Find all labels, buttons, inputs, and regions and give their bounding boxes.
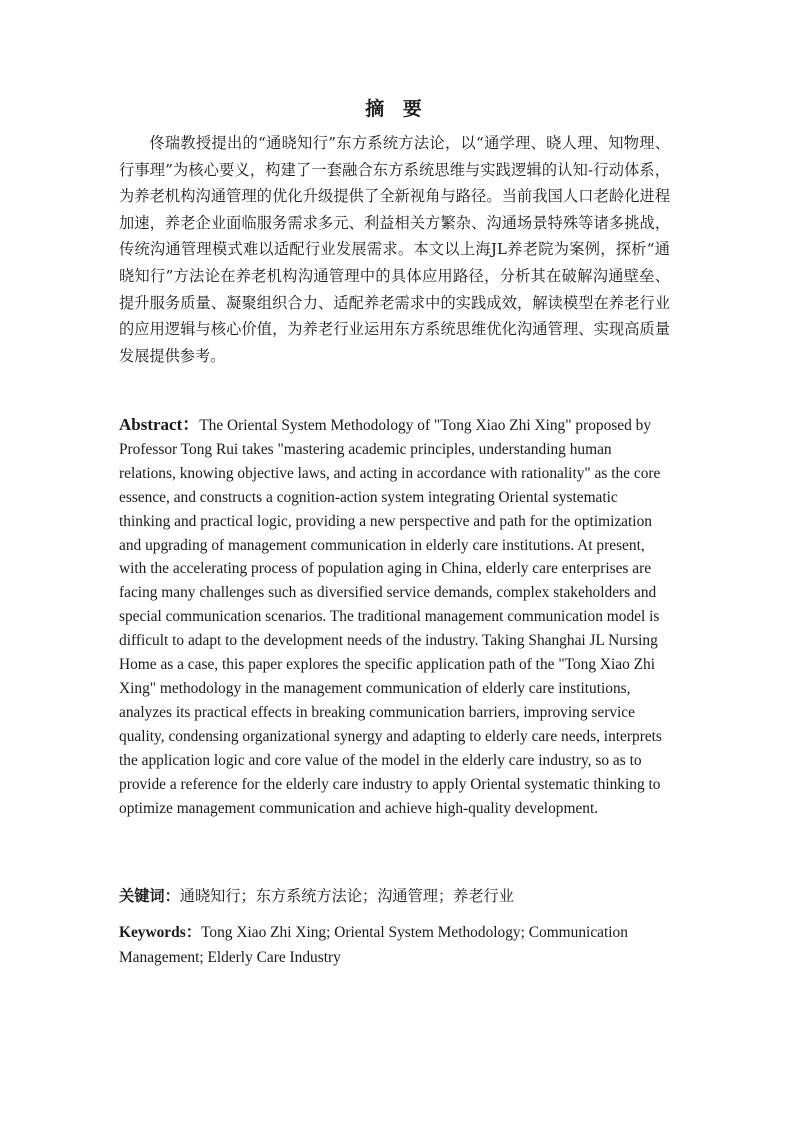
english-abstract-label: Abstract： — [119, 415, 200, 434]
page-title: 摘 要 — [365, 98, 428, 120]
english-keywords-label: Keywords： — [119, 924, 202, 941]
english-abstract-text: The Oriental System Methodology of "Tong Xiao Zhi Xing" proposed by Professor Tong Rui takes "mastering academic principles, understanding human relations, knowing objective laws, and acting in accordance with rationality" as the core essence, and constructs a cognition-action system integrating Oriental systematic thinking and practical logic, providing a new perspective and path for the optimization and upgrading of management communication in elderly care institutions. At present, with the accelerating process of population aging in China, elderly care enterprises are facing many challenges such as diversified service demands, complex stakeholders and special communication scenarios. The traditional management communication model is difficult to adapt to the development needs of the industry. Taking Shanghai JL Nursing Home as a case, this paper explores the specific application path of the "Tong Xiao Zhi Xing" methodology in the management communication of elderly care institutions, analyzes its practical effects in breaking communication barriers, improving service quality, condensing organizational synergy and adapting to elderly care needs, interprets the application logic and core value of the model in the elderly care industry, so as to provide a reference for the elderly care industry to apply Oriental systematic thinking to optimize management communication and achieve high-quality development. — [119, 417, 662, 817]
english-keywords — [119, 920, 670, 970]
english-abstract — [119, 413, 670, 820]
english-keywords-text: Tong Xiao Zhi Xing; Oriental System Methodology; Communication Management; Elderly Care Industry — [119, 924, 628, 966]
chinese-keywords — [119, 883, 670, 909]
chinese-keywords-text: 通晓知行；东方系统方法论；沟通管理；养老行业 — [179, 887, 514, 905]
chinese-abstract: 佟瑞教授提出的“通晓知行”东方系统方法论，以“通学理、晓人理、知物理、行事理”为核心要义，构建了一套融合东方系统思维与实践逻辑的认知-行动体系，为养老机构沟通管理的优化升级提供了全新视角与路径。当前我国人口老龄化进程加速，养老企业面临服务需求多元、利益相关方繁杂、沟通场景特殊等诸多挑战，传统沟通管理模式难以适配行业发展需求。本文以上海JL养老院为案例，探析“通晓知行”方法论在养老机构沟通管理中的具体应用路径，分析其在破解沟通壁垒、提升服务质量、凝聚组织合力、适配养老需求中的实践成效，解读模型在养老行业的应用逻辑与核心价值，为养老行业运用东方系统思维优化沟通管理、实现高质量发展提供参考。 — [119, 134, 670, 365]
chinese-keywords-label: 关键词： — [119, 887, 180, 905]
